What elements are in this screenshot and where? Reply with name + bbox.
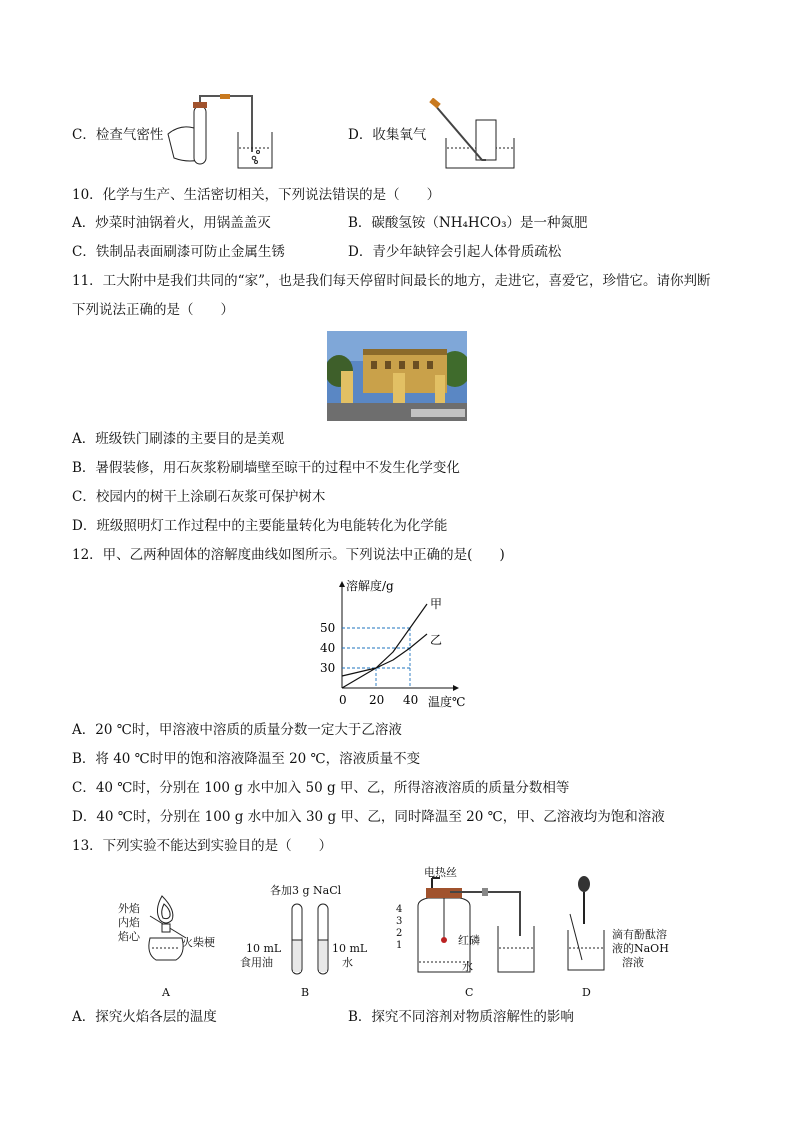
label-matchstick: 火柴梗 (182, 936, 215, 949)
q10-option-a: A．炒菜时油锅着火，用锅盖盖灭 (72, 215, 271, 231)
q12-stem: 12．甲、乙两种固体的溶解度曲线如图所示。下列说法中正确的是( ) (72, 547, 505, 563)
y-tick-50: 50 (320, 621, 336, 635)
x-tick-20: 20 (369, 693, 385, 707)
scale-mark-3: 3 (396, 916, 403, 927)
label-phenolphthalein-2: 液的NaOH (612, 942, 669, 955)
oxygen-collection-figure (426, 98, 516, 173)
label-water-c: 水 (462, 960, 473, 973)
q12-option-b: B．将 40 ℃时甲的饱和溶液降温至 20 ℃，溶液质量不变 (72, 751, 421, 767)
label-left-volume: 10 mL (246, 942, 282, 955)
label-outer-flame: 外焰 (118, 902, 140, 915)
y-tick-30: 30 (320, 661, 336, 675)
q13-stem: 13．下列实验不能达到实验目的是（ ） (72, 838, 333, 854)
label-red-phosphorus: 红磷 (458, 934, 480, 947)
q12-option-c: C．40 ℃时，分别在 100 g 水中加入 50 g 甲、乙，所得溶液溶质的质量分数相等 (72, 780, 570, 796)
q10-option-d: D．青少年缺锌会引起人体骨质疏松 (348, 244, 562, 260)
q13-option-b: B．探究不同溶剂对物质溶解性的影响 (348, 1009, 574, 1025)
q11-option-d: D．班级照明灯工作过程中的主要能量转化为电能转化为化学能 (72, 518, 448, 534)
series-label-jia: 甲 (430, 597, 443, 611)
label-phenolphthalein-1: 滴有酚酞溶 (612, 928, 667, 941)
q11-option-c: C．校园内的树干上涂刷石灰浆可保护树木 (72, 489, 326, 505)
label-right-volume: 10 mL (332, 942, 368, 955)
x-tick-40: 40 (403, 693, 419, 707)
q12-option-d: D．40 ℃时，分别在 100 g 水中加入 30 g 甲、乙，同时降温至 20 ℃，甲、乙溶液均为饱和溶液 (72, 809, 665, 825)
q12-option-a: A．20 ℃时，甲溶液中溶质的质量分数一定大于乙溶液 (72, 722, 402, 738)
label-add-nacl: 各加3 g NaCl (270, 884, 342, 897)
q9-option-d: D．收集氧气 (348, 127, 427, 143)
school-gate-photo (327, 331, 467, 421)
label-inner-flame: 内焰 (118, 916, 140, 929)
label-heating-wire: 电热丝 (424, 866, 457, 879)
q11-stem-line2: 下列说法正确的是（ ） (72, 302, 234, 318)
label-cooking-oil: 食用油 (240, 956, 273, 969)
scale-mark-2: 2 (396, 928, 403, 939)
series-line-jia (342, 604, 427, 688)
series-line-yi (342, 634, 427, 676)
figure-b-letter: B (301, 986, 310, 999)
x-tick-0: 0 (339, 693, 347, 707)
q10-stem: 10．化学与生产、生活密切相关，下列说法错误的是（ ） (72, 187, 441, 203)
q13-option-a: A．探究火焰各层的温度 (72, 1009, 217, 1025)
x-axis-label: 温度℃ (428, 695, 466, 709)
figure-a-letter: A (162, 986, 170, 999)
series-label-yi: 乙 (430, 633, 443, 647)
scale-mark-1: 1 (396, 940, 403, 951)
q11-stem-line1: 11．工大附中是我们共同的“家”，也是我们每天停留时间最长的地方，走进它，喜爱它，珍惜它。请你判断 (72, 273, 711, 289)
label-phenolphthalein-3: 溶液 (622, 956, 644, 969)
q9-option-c: C．检查气密性 (72, 127, 164, 143)
y-axis-label: 溶解度/g (346, 579, 394, 593)
y-tick-40: 40 (320, 641, 336, 655)
q11-option-a: A．班级铁门刷漆的主要目的是美观 (72, 431, 285, 447)
figure-c-letter: C (465, 986, 474, 999)
label-flame-core: 焰心 (118, 930, 140, 943)
q10-option-c: C．铁制品表面刷漆可防止金属生锈 (72, 244, 285, 260)
label-water: 水 (342, 956, 353, 969)
figure-d-letter: D (582, 986, 591, 999)
q11-option-b: B．暑假装修，用石灰浆粉刷墙壁至晾干的过程中不发生化学变化 (72, 460, 460, 476)
q10-option-b: B．碳酸氢铵（NH₄HCO₃）是一种氮肥 (348, 215, 588, 231)
airtightness-apparatus-figure (160, 92, 290, 172)
solubility-chart (312, 576, 482, 712)
scale-mark-4: 4 (396, 904, 403, 915)
